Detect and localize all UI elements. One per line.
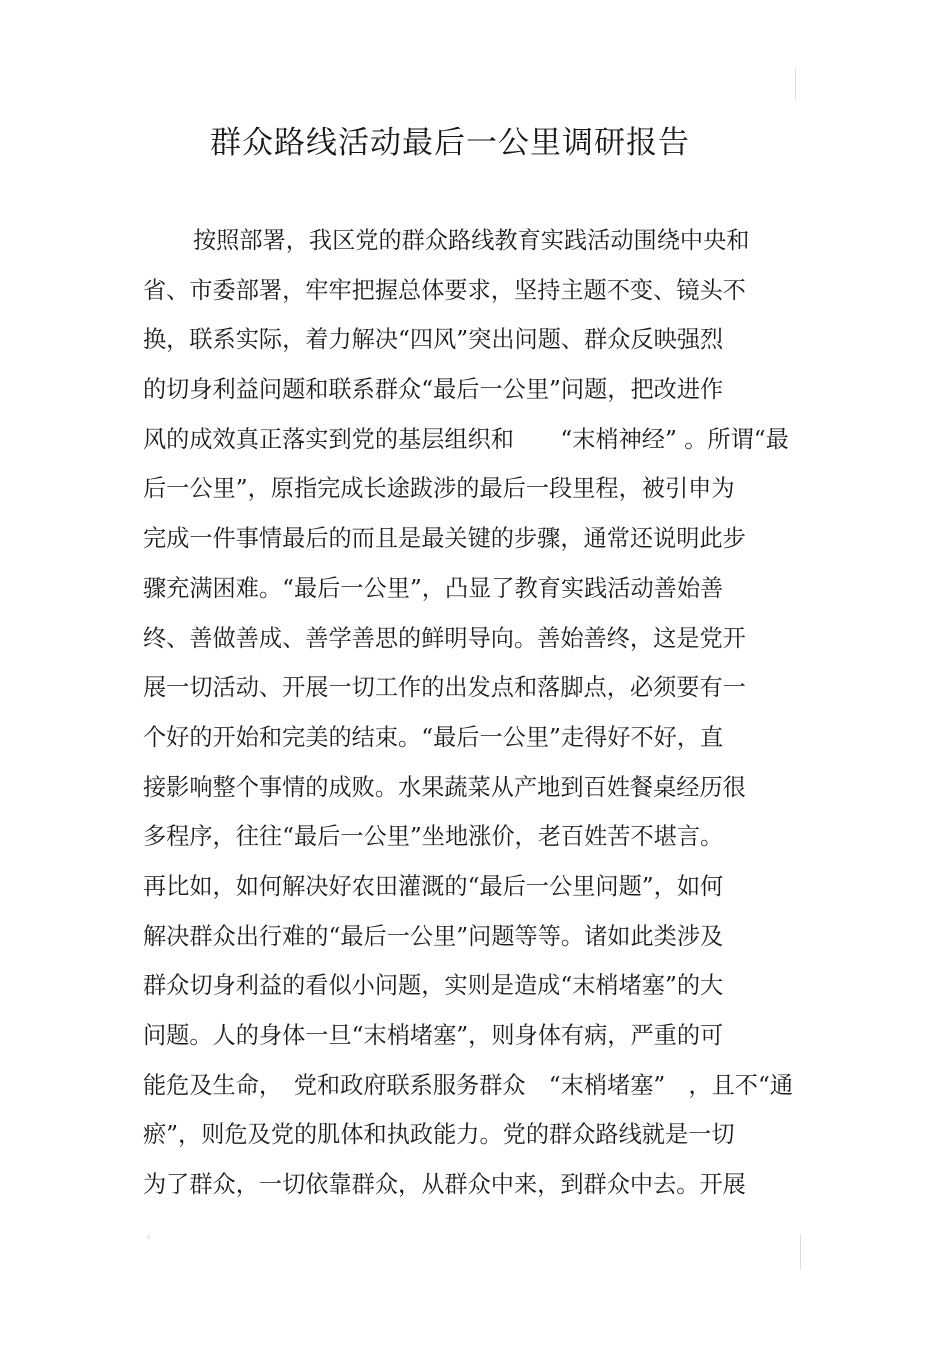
paragraph-line: 展一切活动、开展一切工作的出发点和落脚点，必须要有一	[143, 674, 746, 702]
paragraph-line: 群众切身利益的看似小问题，实则是造成“末梢堵塞”的大	[143, 972, 724, 1000]
document-title: 群众路线活动最后一公里调研报告	[210, 125, 690, 161]
paragraph-line: 的切身利益问题和联系群众“最后一公里”问题，把改进作	[143, 376, 724, 404]
paragraph-line: 按照部署，我区党的群众路线教育实践活动围绕中央和	[193, 227, 750, 254]
paragraph-line: 终、善做善成、善学善思的鲜明导向。善始善终，这是党开	[143, 624, 746, 652]
paragraph-line: 解决群众出行难的“最后一公里”问题等等。诸如此类涉及	[143, 922, 724, 950]
paragraph-line: 个好的开始和完美的结束。“最后一公里”走得好不好，直	[143, 723, 724, 751]
page-corner-mark-bottom-left	[147, 1235, 150, 1239]
paragraph-line: 完成一件事情最后的而且是最关键的步骤，通常还说明此步	[143, 525, 746, 553]
paragraph-line: 为了群众，一切依靠群众，从群众中来，到群众中去。开展	[143, 1171, 746, 1199]
page-corner-mark-bottom-right	[800, 1235, 801, 1269]
page-corner-mark-top-right	[795, 68, 796, 100]
document-body	[143, 222, 823, 1216]
paragraph-line: 能危及生命， 党和政府联系服务群众 “末梢堵塞” ，且不“通	[143, 1071, 794, 1099]
paragraph-line: 瘀”，则危及党的肌体和执政能力。党的群众路线就是一切	[143, 1121, 735, 1149]
paragraph-line: 风的成效真正落实到党的基层组织和 “末梢神经” 。所谓“最	[143, 425, 789, 453]
paragraph-line: 省、市委部署，牢牢把握总体要求，坚持主题不变、镜头不	[143, 276, 746, 304]
paragraph-line: 问题。人的身体一旦“末梢堵塞”，则身体有病，严重的可	[143, 1022, 724, 1049]
paragraph-line: 换，联系实际，着力解决“四风”突出问题、群众反映强烈	[143, 326, 724, 354]
paragraph-line: 再比如，如何解决好农田灌溉的“最后一公里问题”，如何	[143, 872, 724, 900]
paragraph-line: 骤充满困难。“最后一公里”，凸显了教育实践活动善始善	[143, 574, 724, 602]
paragraph-line: 多程序，往往“最后一公里”坐地涨价，老百姓苦不堪言。	[143, 823, 724, 851]
paragraph-line: 后一公里”，原指完成长途跋涉的最后一段里程，被引申为	[143, 475, 735, 503]
paragraph-line: 接影响整个事情的成败。水果蔬菜从产地到百姓餐桌经历很	[143, 773, 746, 801]
